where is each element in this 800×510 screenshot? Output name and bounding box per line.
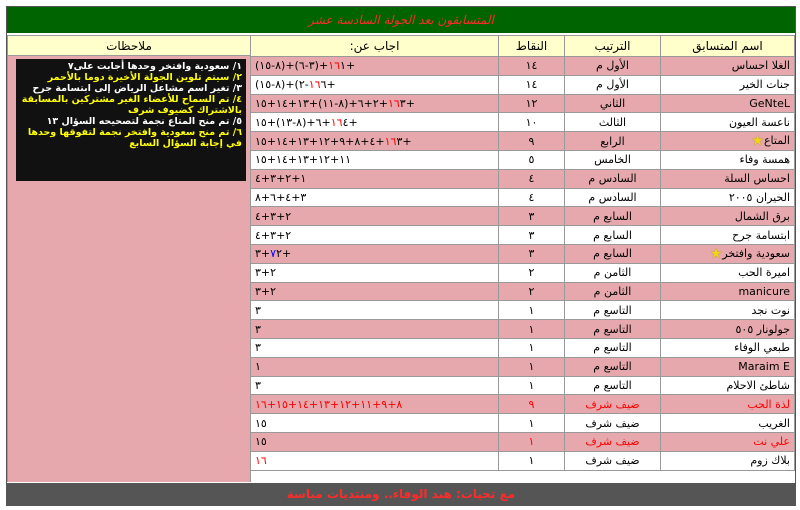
table-row <box>251 395 795 414</box>
table-row <box>251 207 795 226</box>
latest-round-answer: ١٦ <box>255 454 267 468</box>
cell-answers-text: ٢+٣+٤ <box>255 228 292 242</box>
table-row <box>251 188 795 207</box>
table-row <box>251 338 795 357</box>
cell-name <box>661 226 795 245</box>
cell-rank-text: الخامس <box>594 153 631 167</box>
cell-rank <box>565 338 661 357</box>
cell-points-text: ٣ <box>528 228 535 242</box>
table-row <box>251 414 795 433</box>
cell-name <box>661 282 795 301</box>
table-row <box>251 169 795 188</box>
cell-rank-text: ضيف شرف <box>585 416 640 430</box>
cell-answers <box>251 57 499 76</box>
cell-rank-text: الثامن م <box>593 266 632 280</box>
cell-name <box>661 150 795 169</box>
cell-rank <box>565 395 661 414</box>
cell-rank-text: التاسع م <box>593 303 632 317</box>
cell-rank <box>565 451 661 470</box>
table-row <box>251 94 795 113</box>
cell-points <box>499 338 565 357</box>
header-name: اسم المتسابق <box>661 36 795 57</box>
table-row <box>251 57 795 76</box>
latest-round-answer: ١٦ <box>384 134 397 148</box>
cell-answers <box>251 150 499 169</box>
cell-rank-text: الأول م <box>596 59 629 73</box>
table-row <box>251 150 795 169</box>
cell-name <box>661 57 795 76</box>
cell-rank-text: الثالث <box>598 115 627 129</box>
cell-points-text: ١ <box>528 435 535 449</box>
cell-points <box>499 57 565 76</box>
cell-name <box>661 414 795 433</box>
cell-answers-text: ١١+١٢+١٣+١٤+١٥ <box>255 153 352 167</box>
cell-answers-text: ١٥ <box>255 416 267 430</box>
table-row <box>251 432 795 451</box>
cell-answers-text: ١٥ <box>255 435 267 449</box>
cell-rank <box>565 432 661 451</box>
cell-points <box>499 301 565 320</box>
cell-answers <box>251 338 499 357</box>
cell-points-text: ١ <box>528 341 535 355</box>
cell-name-text: Maraim E <box>738 360 790 374</box>
header-rank: الترتيب <box>565 36 661 57</box>
table-row <box>251 244 795 263</box>
star-icon: ★ <box>709 245 723 262</box>
page-title: المتسابقون بعد الجولة السادسة عشر <box>7 7 795 33</box>
cell-rank <box>565 150 661 169</box>
cell-rank-text: الثامن م <box>593 284 632 298</box>
cell-name-text: manicure <box>738 284 790 298</box>
cell-points-text: ١ <box>528 303 535 317</box>
cell-rank <box>565 113 661 132</box>
cell-rank <box>565 301 661 320</box>
starred-answer: ٧ <box>270 247 277 261</box>
cell-name-text: GeNteL <box>749 96 790 110</box>
table-row <box>251 113 795 132</box>
cell-rank-text: السادس م <box>588 172 637 186</box>
cell-answers <box>251 395 499 414</box>
notes-box <box>16 59 246 181</box>
cell-name-text: همسة وفاء <box>739 153 790 167</box>
cell-name <box>661 132 795 151</box>
cell-points-text: ٥ <box>528 153 535 167</box>
header-answers: اجاب عن: <box>251 36 499 57</box>
cell-answers-text: ٢+٣ <box>255 284 277 298</box>
cell-name <box>661 376 795 395</box>
cell-rank <box>565 226 661 245</box>
cell-answers-text: ٨+٩+١١+١٢+١٣+١٤+١٥+١٦ <box>255 397 403 411</box>
cell-answers <box>251 301 499 320</box>
cell-rank-text: السابع م <box>593 209 632 223</box>
cell-name <box>661 94 795 113</box>
cell-name <box>661 301 795 320</box>
note-item: ٤/ تم السماح للأعضاء الغير مشتركين بالمسابقة بالاشتراك كضيوف شرف <box>21 94 242 116</box>
cell-answers-text: ٤+٦+(٨-١٣)+١٥+ <box>255 115 358 129</box>
cell-rank <box>565 244 661 263</box>
cell-name-text: المتاع <box>763 134 790 148</box>
cell-points <box>499 357 565 376</box>
cell-points-text: ١ <box>528 454 535 468</box>
latest-round-answer: ١٦ <box>328 59 341 73</box>
cell-points-text: ١ <box>528 360 535 374</box>
cell-answers <box>251 113 499 132</box>
cell-name-text: احساس السلة <box>724 172 790 186</box>
note-item: ٥/ تم منح المتاع نجمة لتصحيحه السؤال ١٣ <box>46 116 242 127</box>
table-row <box>251 320 795 339</box>
cell-points <box>499 169 565 188</box>
cell-answers <box>251 376 499 395</box>
cell-name-text: سعودية وافتخر <box>722 246 790 260</box>
cell-name <box>661 244 795 263</box>
cell-name-text: ابتسامة جرح <box>732 228 790 242</box>
footer-credits: مع تحيات: هند الوفاء.. ومنتديات مياسة <box>7 483 795 505</box>
cell-answers <box>251 432 499 451</box>
cell-rank-text: الثاني <box>599 96 626 110</box>
cell-answers <box>251 357 499 376</box>
table-row <box>251 75 795 94</box>
cell-answers <box>251 414 499 433</box>
cell-name <box>661 395 795 414</box>
cell-rank <box>565 94 661 113</box>
note-item: ١/ سعودية وافتخر وحدها أجابت على٧ <box>67 61 242 72</box>
latest-round-answer: ١٦ <box>330 115 343 129</box>
cell-points <box>499 376 565 395</box>
cell-points <box>499 113 565 132</box>
cell-rank <box>565 263 661 282</box>
cell-points-text: ٩ <box>528 397 535 411</box>
table-row <box>251 263 795 282</box>
cell-name <box>661 169 795 188</box>
latest-round-answer: ١٦ <box>308 78 321 92</box>
latest-round-answer: ١٦ <box>387 96 400 110</box>
cell-name-text: شاطئ الاحلام <box>726 378 790 392</box>
table-row <box>251 132 795 151</box>
cell-rank-text: ضيف شرف <box>585 397 640 411</box>
cell-answers <box>251 169 499 188</box>
cell-answers-text: ٦-٢)+(٨-١٥)+ <box>255 78 336 92</box>
cell-points <box>499 207 565 226</box>
cell-rank-text: الأول م <box>596 78 629 92</box>
cell-answers-text: ٣+٤+٨+٩+١٢+١٣+١٤+١٥+ <box>255 134 412 148</box>
standings-table <box>250 35 795 471</box>
cell-rank <box>565 282 661 301</box>
cell-points-text: ١٠ <box>525 115 538 129</box>
cell-name <box>661 338 795 357</box>
notes-column <box>7 56 251 482</box>
cell-rank-text: التاسع م <box>593 341 632 355</box>
cell-answers-text: ٣ <box>255 341 261 355</box>
cell-points-text: ١٢ <box>525 96 538 110</box>
cell-rank <box>565 414 661 433</box>
table-row <box>251 282 795 301</box>
cell-points <box>499 395 565 414</box>
cell-points-text: ٢ <box>528 266 535 280</box>
cell-answers-text: ٢+٣ <box>255 266 277 280</box>
cell-rank <box>565 57 661 76</box>
cell-rank-text: السادس م <box>588 190 637 204</box>
cell-answers <box>251 451 499 470</box>
table-row <box>251 451 795 470</box>
header-points: النقاط <box>499 36 565 57</box>
standings-panel <box>6 6 796 506</box>
cell-answers-text: ٢+٣+٤ <box>255 209 292 223</box>
cell-rank <box>565 188 661 207</box>
cell-points <box>499 263 565 282</box>
cell-rank <box>565 132 661 151</box>
cell-name <box>661 188 795 207</box>
cell-name <box>661 75 795 94</box>
cell-rank <box>565 357 661 376</box>
table-row <box>251 301 795 320</box>
cell-name-text: علي نت <box>753 435 790 449</box>
table-row <box>251 226 795 245</box>
note-item: ٢/ سيتم تلوين الجولة الأخيرة دوما بالأحمر <box>47 72 242 83</box>
table-row <box>251 376 795 395</box>
cell-points-text: ٤ <box>528 172 535 186</box>
cell-points-text: ١ <box>528 416 535 430</box>
cell-name <box>661 263 795 282</box>
cell-rank <box>565 207 661 226</box>
cell-points <box>499 451 565 470</box>
cell-name-text: الغلا احساس <box>731 59 790 73</box>
cell-points <box>499 244 565 263</box>
cell-points-text: ١٤ <box>525 59 538 73</box>
cell-name <box>661 207 795 226</box>
cell-answers-text: ١+٢+٣+٤ <box>255 172 307 186</box>
star-icon: ★ <box>751 133 764 150</box>
cell-name-text: الحيران ٢٠٠٥ <box>728 190 790 204</box>
cell-points-text: ٩ <box>528 134 535 148</box>
table-header-row <box>251 36 795 57</box>
cell-rank-text: التاسع م <box>593 360 632 374</box>
cell-points <box>499 150 565 169</box>
cell-points-text: ٣ <box>528 247 535 261</box>
cell-name-text: بلاك زوم <box>750 454 790 468</box>
cell-name-text: ناعسة العيون <box>729 115 790 129</box>
cell-name-text: جولونار ٥٠٥ <box>735 322 790 336</box>
cell-points <box>499 94 565 113</box>
cell-answers-text: ١ <box>255 360 261 374</box>
cell-points <box>499 226 565 245</box>
cell-points <box>499 320 565 339</box>
cell-name <box>661 451 795 470</box>
cell-answers-text: ٣+٤+٦+٨ <box>255 190 307 204</box>
cell-name-text: طبعي الوفاء <box>734 341 790 355</box>
cell-points <box>499 75 565 94</box>
note-item: ٣/ تغير اسم مشاعل الرياض إلى ابتسامة جرح <box>32 83 242 94</box>
cell-points <box>499 282 565 301</box>
cell-name <box>661 113 795 132</box>
note-item: ٦/ تم منح سعودية وافتخر نجمة لتفوقها وحدها في إجابة السؤال السابع <box>27 127 242 149</box>
cell-rank-text: ضيف شرف <box>585 454 640 468</box>
cell-answers-text: ٣ <box>255 303 261 317</box>
cell-points-text: ١ <box>528 378 535 392</box>
cell-name-text: لذة الحب <box>747 397 790 411</box>
cell-name-text: نوت نجد <box>751 303 790 317</box>
cell-points-text: ٤ <box>528 190 535 204</box>
cell-answers <box>251 244 499 263</box>
cell-answers-text: ٣ <box>255 322 261 336</box>
cell-answers <box>251 263 499 282</box>
cell-answers <box>251 226 499 245</box>
cell-rank-text: السابع م <box>593 247 632 261</box>
cell-name-text: برق الشمال <box>734 209 790 223</box>
cell-rank-text: السابع م <box>593 228 632 242</box>
cell-rank-text: التاسع م <box>593 322 632 336</box>
cell-points <box>499 414 565 433</box>
cell-points-text: ٣ <box>528 209 535 223</box>
cell-name <box>661 432 795 451</box>
cell-answers <box>251 75 499 94</box>
notes-header: ملاحظات <box>7 35 251 56</box>
cell-rank-text: التاسع م <box>593 378 632 392</box>
cell-rank-text: ضيف شرف <box>585 435 640 449</box>
cell-answers-text: ١+(٣-٦)+(٨-١٥)+ <box>255 59 356 73</box>
cell-points-text: ٢ <box>528 284 535 298</box>
cell-points-text: ١ <box>528 322 535 336</box>
cell-answers <box>251 282 499 301</box>
cell-answers <box>251 132 499 151</box>
cell-rank <box>565 320 661 339</box>
cell-name-text: جنات الخير <box>739 78 790 92</box>
cell-points <box>499 132 565 151</box>
cell-answers-text: ٣ <box>255 378 261 392</box>
cell-name <box>661 357 795 376</box>
cell-name-text: الغريب <box>758 416 790 430</box>
table-row <box>251 357 795 376</box>
cell-points <box>499 432 565 451</box>
cell-points <box>499 188 565 207</box>
cell-points-text: ١٤ <box>525 78 538 92</box>
cell-name-text: اميرة الحب <box>738 266 790 280</box>
cell-answers <box>251 188 499 207</box>
cell-rank <box>565 376 661 395</box>
cell-answers <box>251 207 499 226</box>
cell-answers-text: ٣+٢+٦+(٨-١١)+١٣+١٤+١٥+ <box>255 96 415 110</box>
cell-answers <box>251 320 499 339</box>
cell-answers <box>251 94 499 113</box>
cell-rank <box>565 169 661 188</box>
cell-rank <box>565 75 661 94</box>
cell-name <box>661 320 795 339</box>
cell-answers-text: ٢+٣+ <box>255 247 292 261</box>
cell-rank-text: الرابع <box>600 134 625 148</box>
